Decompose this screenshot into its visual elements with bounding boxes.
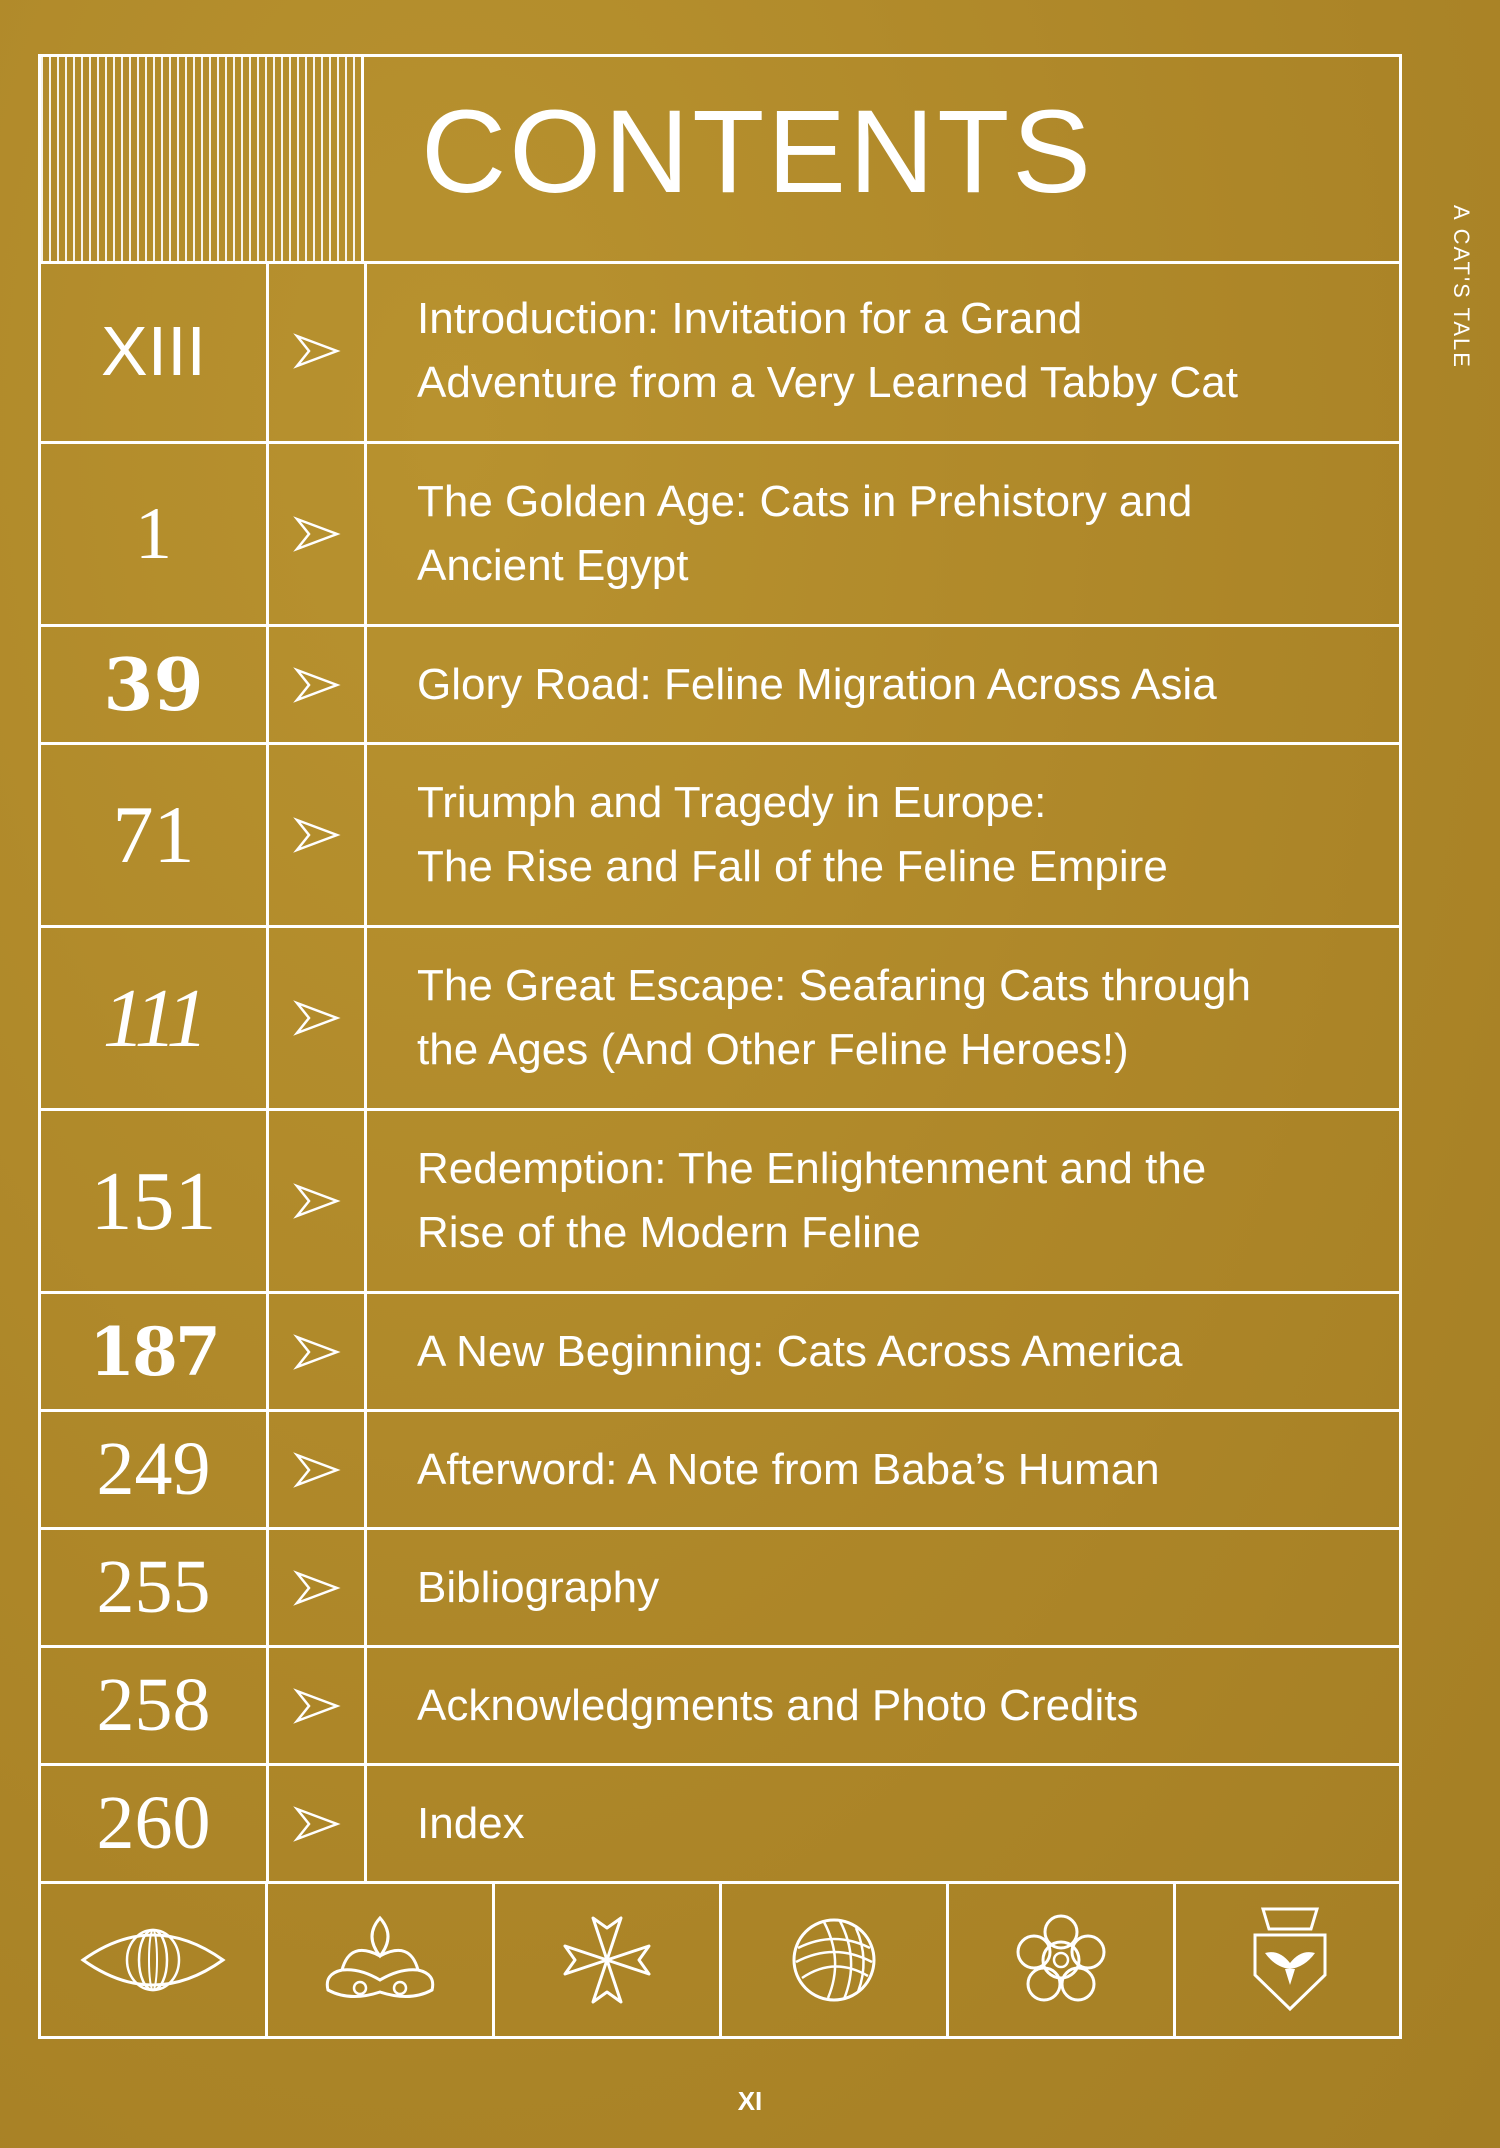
- arrow-icon: [269, 627, 367, 742]
- chapter-title: The Great Escape: Seafaring Cats through the Ages (And Other Feline Heroes!): [417, 961, 1252, 1074]
- lotus-icon: [268, 1884, 495, 2036]
- page-number: 258: [41, 1648, 269, 1763]
- chapter-title: Triumph and Tragedy in Europe: The Rise and Fall of the Feline Empire: [417, 778, 1168, 891]
- arrow-icon: [269, 1766, 367, 1881]
- toc-row[interactable]: [41, 627, 1399, 745]
- arrow-icon: [269, 1530, 367, 1645]
- page-number: 187: [41, 1294, 269, 1409]
- tudor-rose-icon: [949, 1884, 1176, 2036]
- page-number: 1: [41, 444, 269, 624]
- chapter-title: Index: [417, 1798, 525, 1848]
- page-title: CONTENTS: [421, 86, 1094, 218]
- striped-decoration: [41, 57, 364, 261]
- toc-row[interactable]: [41, 1766, 1399, 1884]
- chapter-title: A New Beginning: Cats Across America: [417, 1326, 1183, 1376]
- toc-row[interactable]: [41, 1412, 1399, 1530]
- chapter-title: Glory Road: Feline Migration Across Asia: [417, 659, 1217, 709]
- toc-row[interactable]: [41, 444, 1399, 627]
- page-number: 39: [41, 627, 269, 742]
- chapter-title: Afterword: A Note from Baba’s Human: [417, 1444, 1160, 1494]
- arrow-icon: [269, 1111, 367, 1291]
- page-number: 71: [41, 745, 269, 925]
- eagle-badge-icon: [1176, 1884, 1403, 2036]
- page-number: 151: [41, 1111, 269, 1291]
- page-number: 260: [41, 1766, 269, 1881]
- arrow-icon: [269, 261, 367, 441]
- eye-icon: [41, 1884, 268, 2036]
- toc-row[interactable]: [41, 745, 1399, 928]
- arrow-icon: [269, 1648, 367, 1763]
- arrow-icon: [269, 1294, 367, 1409]
- arrow-icon: [269, 928, 367, 1108]
- maltese-cross-icon: [495, 1884, 722, 2036]
- page-number: XIII: [41, 261, 269, 441]
- page-number: 255: [41, 1530, 269, 1645]
- chapter-title: Acknowledgments and Photo Credits: [417, 1680, 1139, 1730]
- arrow-icon: [269, 444, 367, 624]
- toc-row[interactable]: [41, 1530, 1399, 1648]
- chapter-title: The Golden Age: Cats in Prehistory and Ancient Egypt: [417, 477, 1193, 590]
- chapter-title: Introduction: Invitation for a Grand Adventure from a Very Learned Tabby Cat: [417, 294, 1239, 407]
- toc-row[interactable]: [41, 928, 1399, 1111]
- yarn-ball-icon: [722, 1884, 949, 2036]
- toc-row[interactable]: [41, 1294, 1399, 1412]
- contents-frame: [38, 54, 1402, 2039]
- toc-row[interactable]: [41, 1111, 1399, 1294]
- toc-row[interactable]: [41, 261, 1399, 444]
- icon-strip: [41, 1884, 1399, 2036]
- page-folio: XI: [737, 2086, 763, 2116]
- toc-row[interactable]: [41, 1648, 1399, 1766]
- arrow-icon: [269, 745, 367, 925]
- chapter-title: Bibliography: [417, 1562, 660, 1612]
- page-number: 249: [41, 1412, 269, 1527]
- arrow-icon: [269, 1412, 367, 1527]
- contents-header: [41, 57, 1399, 264]
- chapter-title: Redemption: The Enlightenment and the Rise of the Modern Feline: [417, 1144, 1207, 1257]
- page-number: 111: [41, 928, 269, 1108]
- running-head: A CAT'S TALE: [1449, 205, 1474, 369]
